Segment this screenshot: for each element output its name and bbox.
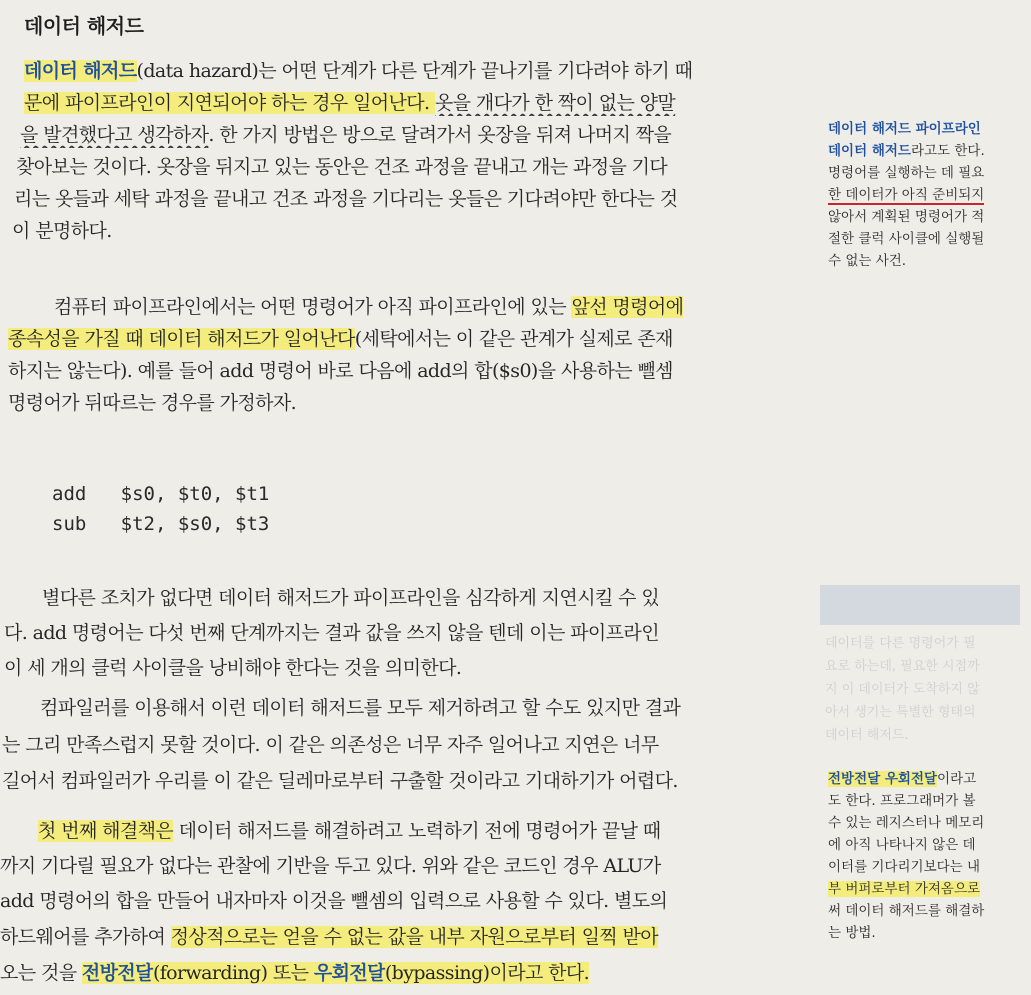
para2-line2: 종속성을 가질 때 데이터 해저드가 일어난다(세탁에서는 이 같은 관계가 실제로 존재 (8, 328, 673, 350)
para5-line5: 오는 것을 전방전달(forwarding) 또는 우회전달(bypassing)이라고 한다. (0, 962, 590, 984)
para3-line2: 다. add 명령어는 다섯 번째 단계까지는 결과 값을 쓰지 않을 텐데 이는 파이프라인 (4, 622, 659, 644)
para1-line3: 을 발견했다고 생각하자. 한 가지 방법은 방으로 달려가서 옷장을 뒤져 나머지 짝을 (20, 124, 672, 146)
para1-line6: 이 분명하다. (12, 220, 112, 242)
para4-line1: 컴파일러를 이용해서 이런 데이터 해저드를 모두 제거하려고 할 수도 있지만 결과 (40, 697, 681, 719)
para2-line4: 명령어가 뒤따르는 경우를 가정하자. (8, 392, 297, 414)
para1-line5: 리는 옷들과 세탁 과정을 끝내고 건조 과정을 기다리는 옷들은 기다려야만 한다는 것 (14, 188, 678, 210)
term-forwarding: 전방전달 (81, 962, 153, 984)
para5-line1: 첫 번째 해결책은 데이터 해저드를 해결하려고 노력하기 전에 명령어가 끝날 때 (38, 820, 661, 842)
para5-line3: add 명령어의 합을 만들어 내자마자 이것을 뺄셈의 입력으로 사용할 수 있다. 별도의 (0, 890, 668, 912)
para2-line3: 하지는 않는다). 예를 들어 add 명령어 바로 다음에 add의 합($s0)을 사용하는 뺄셈 (8, 360, 673, 382)
bleedthrough-box (820, 585, 1020, 625)
para3-line3: 이 세 개의 클럭 사이클을 낭비해야 한다는 것을 의미한다. (4, 657, 462, 679)
section-heading: 데이터 해저드 (24, 14, 144, 38)
term-data-hazard: 데이터 해저드 (24, 60, 137, 82)
para1-line1: 데이터 해저드(data hazard)는 어떤 단계가 다른 단계가 끝나기를 기다려야 하기 때 (24, 60, 693, 82)
para4-line3: 길어서 컴파일러가 우리를 이 같은 딜레마로부터 구출할 것이라고 기대하기가 어렵다. (2, 770, 678, 792)
term-bypassing: 우회전달 (313, 962, 385, 984)
para4-line2: 는 그리 만족스럽지 못할 것이다. 이 같은 의존성은 너무 자주 일어나고 지연은 너무 (2, 734, 659, 756)
para5-line2: 까지 기다릴 필요가 없다는 관찰에 기반을 두고 있다. 위와 같은 코드인 경우 ALU가 (0, 855, 661, 877)
para5-line4: 하드웨어를 추가하여 정상적으로는 얻을 수 없는 값을 내부 자원으로부터 일찍 받아 (0, 926, 659, 948)
margin-note-forwarding: 전방전달 우회전달이라고 도 한다. 프로그래머가 볼 수 있는 레지스터나 메모리 에 아직 나타나지 않은 데 이터를 기다리기보다는 내 부 버퍼로부터 가져옴으로 써 데이터 해저드를 해결하 는 방법. (828, 771, 985, 941)
para3-line1: 별다른 조치가 없다면 데이터 해저드가 파이프라인을 심각하게 지연시킬 수 있 (42, 587, 660, 609)
code-line-sub: sub $t2, $s0, $t3 (52, 513, 270, 535)
code-line-add: add $s0, $t0, $t1 (52, 483, 270, 505)
para1-line2: 문에 파이프라인이 지연되어야 하는 경우 일어난다. 옷을 개다가 한 짝이 없는 양말 (24, 92, 676, 114)
margin-note-data-hazard: 데이터 해저드 파이프라인 데이터 해저드라고도 한다. 명령어를 실행하는 데 필요 한 데이터가 아직 준비되지 않아서 계획된 명령어가 적 절한 클럭 사이클에 실행될 수 없는 사건. (828, 121, 985, 269)
bleedthrough-text: 데이터를 다른 명령어가 필 요로 하는데, 필요한 시점까 지 이 데이터가 도착하지 않 아서 생기는 특별한 형태의 데이터 해저드. (825, 636, 980, 743)
para2-line1: 컴퓨터 파이프라인에서는 어떤 명령어가 아직 파이프라인에 있는 앞선 명령어에 (54, 296, 684, 318)
para1-line4: 찾아보는 것이다. 옷장을 뒤지고 있는 동안은 건조 과정을 끝내고 개는 과정을 기다 (16, 156, 668, 178)
